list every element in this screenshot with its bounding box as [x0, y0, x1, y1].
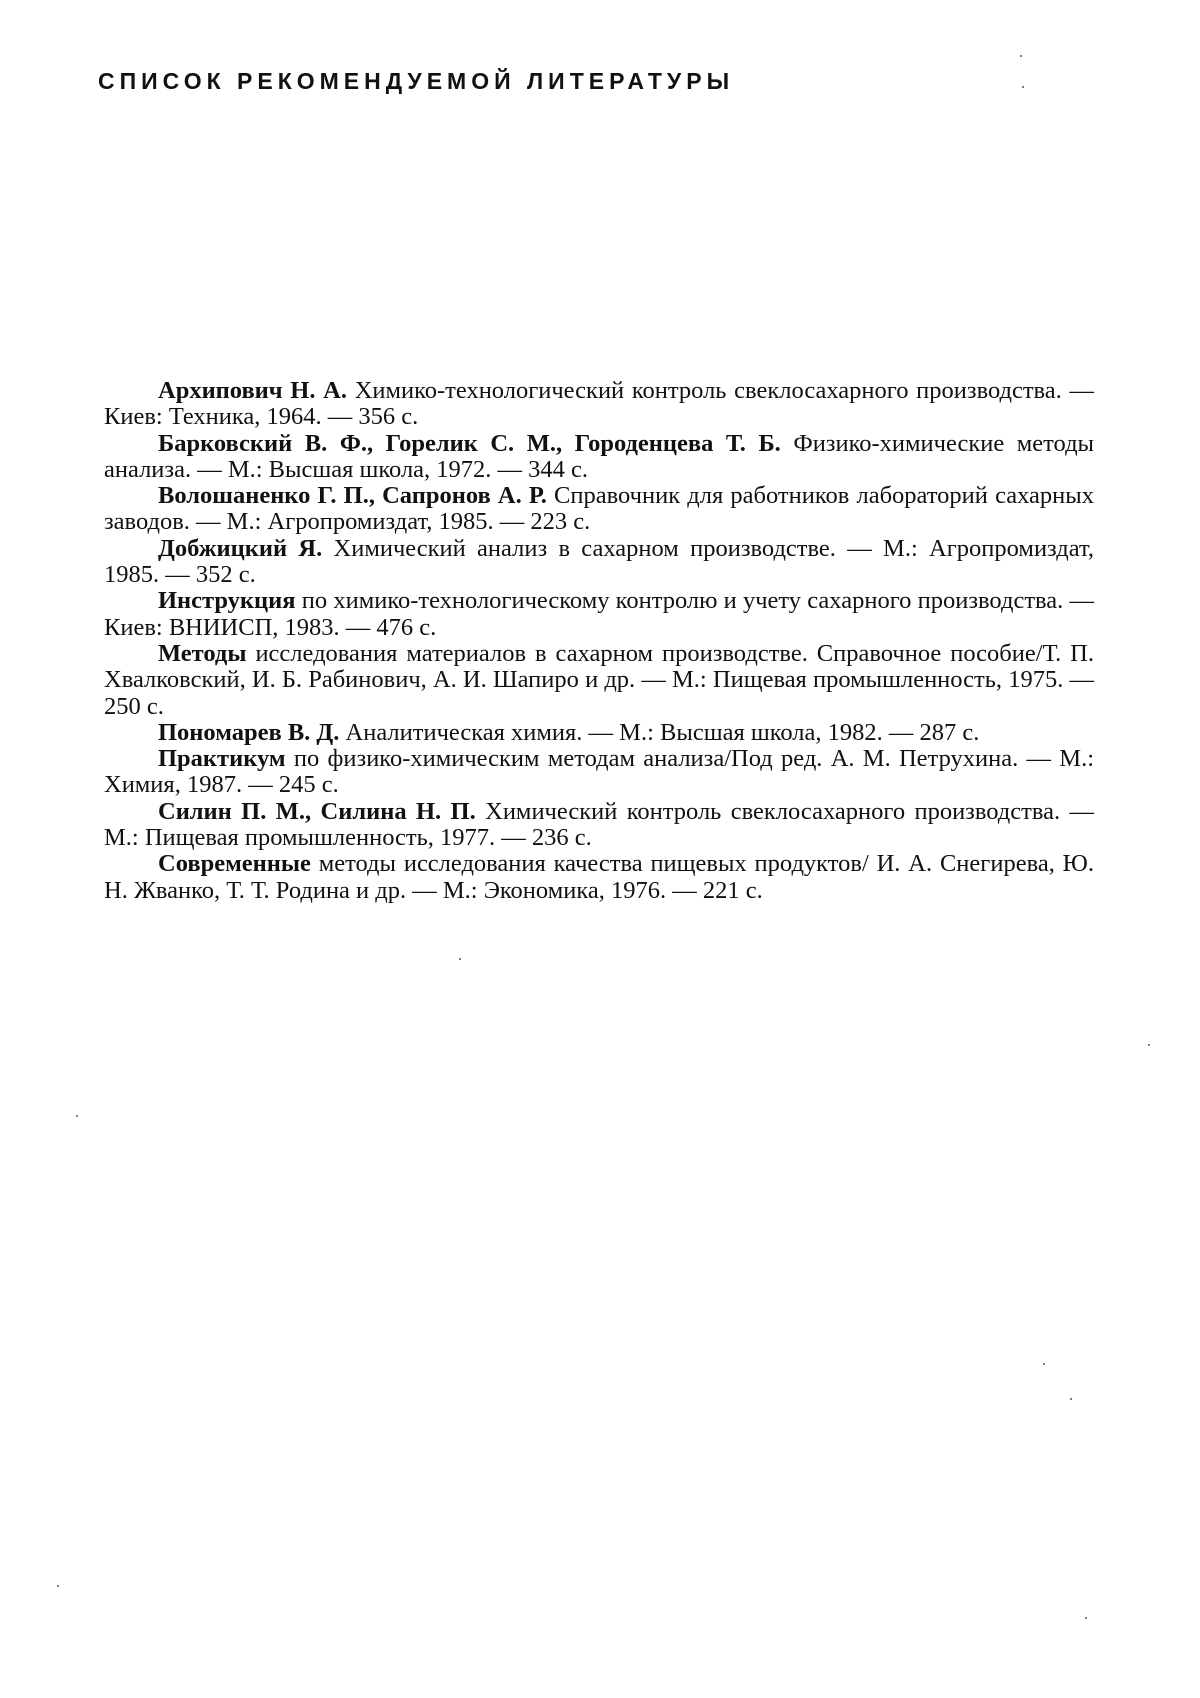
- entry-author: Силин П. М., Силина Н. П.: [158, 797, 476, 825]
- bibliography-list: [104, 378, 1094, 904]
- entry-text: Химический контроль свеклосахарного производства. — М.: Пищевая промышленность, 1977. — 236 с.: [104, 797, 1094, 852]
- entry-text: Химический анализ в сахарном производстве. — М.: Агропромиздат, 1985. — 352 с.: [104, 534, 1094, 589]
- entry-text: Справочник для работников лабораторий сахарных заводов. — М.: Агропромиздат, 1985. — 223 с.: [104, 482, 1094, 536]
- entry-text: Химико-технологический контроль свеклосахарного производства. — Киев: Техника, 1964. — 356 с.: [104, 377, 1094, 431]
- scan-speck: [1022, 86, 1024, 88]
- bibliography-entry: [104, 536, 1094, 589]
- scan-speck: [459, 958, 461, 960]
- scan-speck: [1148, 1044, 1150, 1046]
- bibliography-entry: [104, 799, 1094, 852]
- entry-text: исследования материалов в сахарном производстве. Справочное пособие/Т. П. Хвалковский, И. Б. Рабинович, А. И. Шапиро и др. — М.: Пищевая промышленность, 1975. — 250 с.: [104, 639, 1094, 720]
- scan-speck: [1070, 1398, 1072, 1400]
- bibliography-entry: [104, 378, 1094, 431]
- entry-author: Архипович Н. А.: [158, 377, 347, 404]
- entry-author: Практикум: [158, 745, 286, 773]
- entry-author: Добжицкий Я.: [158, 534, 323, 562]
- entry-author: Методы: [158, 639, 247, 667]
- entry-text: Аналитическая химия. — М.: Высшая школа, 1982. — 287 с.: [339, 718, 980, 746]
- bibliography-entry: [104, 641, 1094, 720]
- bibliography-entry: [104, 431, 1094, 484]
- entry-author: Пономарев В. Д.: [158, 718, 340, 746]
- bibliography-entry: [104, 851, 1094, 904]
- scan-speck: [1020, 55, 1022, 57]
- scan-speck: [1043, 1363, 1045, 1365]
- scan-speck: [1085, 1617, 1087, 1619]
- bibliography-entry: [104, 588, 1094, 641]
- entry-text: Физико-химические методы анализа. — М.: Высшая школа, 1972. — 344 с.: [104, 429, 1094, 483]
- entry-author: Инструкция: [158, 587, 296, 615]
- scan-speck: [76, 1115, 78, 1117]
- entry-author: Барковский В. Ф., Горелик С. М., Городенцева Т. Б.: [158, 429, 781, 457]
- entry-author: Волошаненко Г. П., Сапронов А. Р.: [158, 482, 547, 510]
- bibliography-entry: [104, 746, 1094, 799]
- bibliography-entry: [104, 720, 1094, 746]
- entry-text: по химико-технологическому контролю и учету сахарного производства. — Киев: ВНИИСП, 1983. — 476 с.: [104, 587, 1094, 641]
- entry-author: Современные: [158, 850, 311, 878]
- entry-text: методы исследования качества пищевых продуктов/ И. А. Снегирева, Ю. Н. Жванко, Т. Т. Родина и др. — М.: Экономика, 1976. — 221 с.: [104, 850, 1094, 904]
- page-title: СПИСОК РЕКОМЕНДУЕМОЙ ЛИТЕРАТУРЫ: [98, 68, 735, 94]
- bibliography-entry: [104, 483, 1094, 536]
- entry-text: по физико-химическим методам анализа/Под ред. А. М. Петрухина. — М.: Химия, 1987. — 245 с.: [104, 745, 1094, 799]
- scan-speck: [57, 1585, 59, 1587]
